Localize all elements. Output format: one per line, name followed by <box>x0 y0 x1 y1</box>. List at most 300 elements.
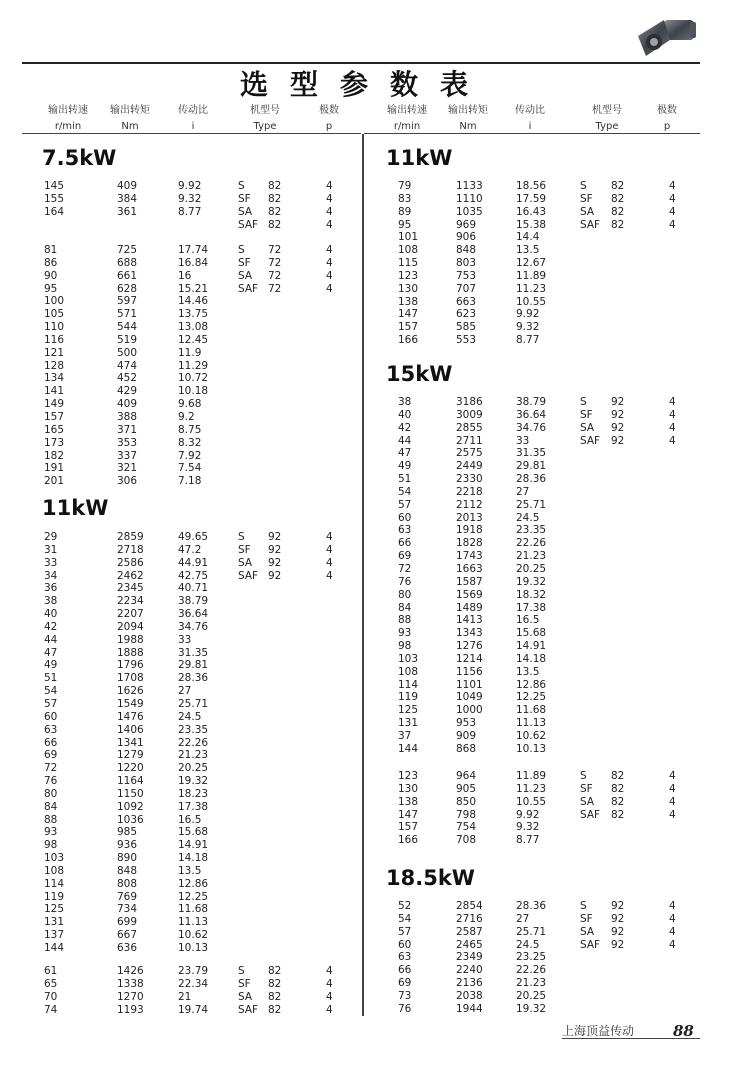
speed-cell: 57 <box>398 498 412 511</box>
ratio-cell: 17.38 <box>516 601 547 614</box>
poles-cell: 4 <box>669 218 676 231</box>
table-row <box>0 447 730 460</box>
torque-cell: 663 <box>456 295 477 308</box>
ratio-cell: 40.71 <box>178 582 209 595</box>
poles-cell: 4 <box>669 925 676 938</box>
type-cell: SAF <box>238 569 259 582</box>
ratio-cell: 22.34 <box>178 977 209 990</box>
torque-cell: 2718 <box>117 543 144 556</box>
ratio-cell: 16.5 <box>516 614 540 627</box>
torque-cell: 2094 <box>117 620 144 633</box>
torque-cell: 429 <box>117 385 138 398</box>
speed-cell: 34 <box>44 569 58 582</box>
speed-cell: 157 <box>44 410 65 423</box>
table-row <box>0 627 730 640</box>
torque-cell: 628 <box>117 282 138 295</box>
size-cell: 82 <box>268 990 282 1003</box>
table-row <box>0 486 730 499</box>
table-row <box>0 422 730 435</box>
torque-cell: 371 <box>117 423 138 436</box>
table-row <box>0 435 730 448</box>
torque-cell: 2218 <box>456 485 483 498</box>
torque-cell: 636 <box>117 942 138 954</box>
ratio-cell: 34.76 <box>178 620 209 633</box>
ratio-cell: 22.26 <box>516 537 547 550</box>
torque-cell: 3186 <box>456 396 483 408</box>
ratio-cell: 31.35 <box>516 447 547 460</box>
speed-cell: 81 <box>44 244 58 256</box>
type-cell: S <box>580 396 587 408</box>
speed-cell: 101 <box>398 231 419 244</box>
poles-cell: 4 <box>326 1003 333 1016</box>
speed-cell: 80 <box>44 787 58 800</box>
header-unit: Nm <box>459 121 477 132</box>
table-row <box>0 334 730 347</box>
speed-cell: 76 <box>44 775 58 788</box>
ratio-cell: 29.81 <box>178 659 209 672</box>
speed-cell: 103 <box>44 852 65 865</box>
poles-cell: 4 <box>669 900 676 912</box>
header-unit: Nm <box>121 121 139 132</box>
type-cell: SAF <box>580 808 601 821</box>
torque-cell: 909 <box>456 729 477 742</box>
torque-cell: 1426 <box>117 965 144 977</box>
ratio-cell: 34.76 <box>516 421 547 434</box>
ratio-cell: 13.5 <box>178 864 202 877</box>
header-ratio-right <box>500 103 560 135</box>
speed-cell: 29 <box>44 531 58 543</box>
type-cell: SA <box>238 556 253 569</box>
power-section-title: 15kW <box>386 362 453 386</box>
ratio-cell: 8.32 <box>178 436 202 449</box>
speed-cell: 191 <box>44 462 65 475</box>
ratio-cell: 12.86 <box>178 877 209 890</box>
torque-cell: 2587 <box>456 925 483 938</box>
ratio-cell: 10.55 <box>516 295 547 308</box>
ratio-cell: 13.5 <box>516 665 540 678</box>
ratio-cell: 11.13 <box>178 916 209 929</box>
header-label: 输出转矩 <box>110 105 150 116</box>
size-cell: 92 <box>611 396 625 408</box>
speed-cell: 72 <box>44 762 58 775</box>
speed-cell: 54 <box>44 685 58 698</box>
torque-cell: 2345 <box>117 582 144 595</box>
size-cell: 82 <box>611 205 625 218</box>
table-row <box>0 308 730 321</box>
ratio-cell: 10.13 <box>178 942 209 954</box>
torque-cell: 734 <box>117 903 138 916</box>
table-row <box>0 852 730 865</box>
ratio-cell: 8.75 <box>178 423 202 436</box>
speed-cell: 128 <box>44 359 65 372</box>
type-cell: SAF <box>238 282 259 295</box>
ratio-cell: 13.75 <box>178 308 209 321</box>
torque-cell: 2716 <box>456 912 483 925</box>
size-cell: 92 <box>611 434 625 447</box>
header-speed-right <box>377 103 437 135</box>
table-row <box>0 770 730 783</box>
speed-cell: 130 <box>398 782 419 795</box>
table-row <box>0 679 730 692</box>
speed-cell: 149 <box>44 398 65 411</box>
power-section-title: 11kW <box>386 146 453 170</box>
speed-cell: 166 <box>398 834 419 847</box>
speed-cell: 123 <box>398 269 419 282</box>
speed-cell: 69 <box>398 550 412 563</box>
ratio-cell: 15.21 <box>178 282 209 295</box>
type-cell: S <box>238 965 245 977</box>
speed-cell: 144 <box>44 942 65 954</box>
gear-motor-logo-icon <box>634 12 700 60</box>
torque-cell: 964 <box>456 770 477 782</box>
ratio-cell: 21.23 <box>516 977 547 990</box>
table-row <box>0 796 730 809</box>
speed-cell: 131 <box>44 916 65 929</box>
poles-cell: 4 <box>669 180 676 192</box>
torque-cell: 544 <box>117 321 138 334</box>
speed-cell: 116 <box>44 333 65 346</box>
ratio-cell: 16.43 <box>516 205 547 218</box>
size-cell: 72 <box>268 269 282 282</box>
page-number: 88 <box>673 1022 694 1040</box>
table-row <box>0 296 730 309</box>
speed-cell: 165 <box>44 423 65 436</box>
speed-cell: 57 <box>398 925 412 938</box>
type-cell: SAF <box>580 434 601 447</box>
table-row <box>0 783 730 796</box>
type-cell: S <box>580 180 587 192</box>
size-cell: 82 <box>611 180 625 192</box>
speed-cell: 98 <box>398 640 412 653</box>
ratio-cell: 16 <box>178 269 192 282</box>
speed-cell: 121 <box>44 346 65 359</box>
poles-cell: 4 <box>669 192 676 205</box>
size-cell: 92 <box>611 900 625 912</box>
speed-cell: 88 <box>398 614 412 627</box>
torque-cell: 2465 <box>456 938 483 951</box>
size-cell: 72 <box>268 256 282 269</box>
speed-cell: 131 <box>398 717 419 730</box>
ratio-cell: 23.35 <box>516 524 547 537</box>
torque-cell: 708 <box>456 834 477 847</box>
torque-cell: 969 <box>456 218 477 231</box>
size-cell: 92 <box>268 556 282 569</box>
table-row <box>0 666 730 679</box>
ratio-cell: 28.36 <box>178 672 209 685</box>
torque-cell: 571 <box>117 308 138 321</box>
torque-cell: 769 <box>117 890 138 903</box>
torque-cell: 1101 <box>456 678 483 691</box>
poles-cell: 4 <box>326 269 333 282</box>
ratio-cell: 12.86 <box>516 678 547 691</box>
ratio-cell: 11.68 <box>516 704 547 717</box>
ratio-cell: 25.71 <box>516 498 547 511</box>
ratio-cell: 7.18 <box>178 475 202 488</box>
ratio-cell: 27 <box>516 912 530 925</box>
torque-cell: 808 <box>117 877 138 890</box>
torque-cell: 597 <box>117 295 138 308</box>
ratio-cell: 18.56 <box>516 180 547 192</box>
poles-cell: 4 <box>326 531 333 543</box>
type-cell: SA <box>238 990 253 1003</box>
speed-cell: 119 <box>398 691 419 704</box>
type-cell: S <box>580 900 587 912</box>
type-cell: SF <box>580 192 593 205</box>
size-cell: 82 <box>611 218 625 231</box>
ratio-cell: 8.77 <box>178 205 202 218</box>
poles-cell: 4 <box>326 244 333 256</box>
table-row <box>0 180 730 193</box>
ratio-cell: 8.77 <box>516 834 540 847</box>
speed-cell: 110 <box>44 321 65 334</box>
ratio-cell: 18.23 <box>178 787 209 800</box>
poles-cell: 4 <box>326 556 333 569</box>
ratio-cell: 36.64 <box>178 608 209 621</box>
ratio-cell: 15.38 <box>516 218 547 231</box>
speed-cell: 51 <box>398 473 412 486</box>
torque-cell: 1035 <box>456 205 483 218</box>
torque-cell: 848 <box>117 864 138 877</box>
speed-cell: 157 <box>398 821 419 834</box>
size-cell: 82 <box>268 218 282 231</box>
size-cell: 92 <box>611 912 625 925</box>
torque-cell: 1220 <box>117 762 144 775</box>
table-row <box>0 409 730 422</box>
ratio-cell: 9.92 <box>516 308 540 321</box>
torque-cell: 1214 <box>456 652 483 665</box>
speed-cell: 114 <box>398 678 419 691</box>
type-cell: SF <box>580 782 593 795</box>
size-cell: 72 <box>268 282 282 295</box>
ratio-cell: 36.64 <box>516 408 547 421</box>
torque-cell: 667 <box>117 929 138 942</box>
type-cell: SAF <box>580 938 601 951</box>
ratio-cell: 24.5 <box>178 710 202 723</box>
ratio-cell: 9.68 <box>178 398 202 411</box>
header-type-left <box>235 103 295 135</box>
table-row <box>0 1003 730 1016</box>
speed-cell: 31 <box>44 543 58 556</box>
ratio-cell: 19.32 <box>516 1002 547 1015</box>
torque-cell: 1663 <box>456 562 483 575</box>
torque-cell: 2349 <box>456 951 483 964</box>
poles-cell: 4 <box>326 990 333 1003</box>
torque-cell: 1092 <box>117 800 144 813</box>
torque-cell: 1343 <box>456 627 483 640</box>
header-torque-left <box>100 103 160 135</box>
poles-cell: 4 <box>669 434 676 447</box>
ratio-cell: 10.55 <box>516 795 547 808</box>
speed-cell: 125 <box>44 903 65 916</box>
ratio-cell: 33 <box>178 633 192 646</box>
ratio-cell: 23.25 <box>516 951 547 964</box>
ratio-cell: 47.2 <box>178 543 202 556</box>
size-cell: 82 <box>268 180 282 192</box>
poles-cell: 4 <box>669 421 676 434</box>
torque-cell: 1276 <box>456 640 483 653</box>
header-unit: r/min <box>54 121 82 132</box>
torque-cell: 1338 <box>117 977 144 990</box>
speed-cell: 84 <box>44 800 58 813</box>
ratio-cell: 7.54 <box>178 462 202 475</box>
torque-cell: 1406 <box>117 723 144 736</box>
torque-cell: 500 <box>117 346 138 359</box>
table-row <box>0 537 730 550</box>
power-section-title: 18.5kW <box>386 866 475 890</box>
speed-cell: 125 <box>398 704 419 717</box>
poles-cell: 4 <box>326 977 333 990</box>
ratio-cell: 14.18 <box>516 652 547 665</box>
size-cell: 92 <box>268 543 282 556</box>
table-row <box>0 878 730 891</box>
ratio-cell: 9.32 <box>516 821 540 834</box>
speed-cell: 51 <box>44 672 58 685</box>
type-cell: SA <box>238 205 253 218</box>
speed-cell: 137 <box>44 929 65 942</box>
ratio-cell: 44.91 <box>178 556 209 569</box>
poles-cell: 4 <box>326 256 333 269</box>
table-row <box>0 321 730 334</box>
torque-cell: 337 <box>117 449 138 462</box>
size-cell: 92 <box>268 531 282 543</box>
poles-cell: 4 <box>669 782 676 795</box>
ratio-cell: 49.65 <box>178 531 209 543</box>
size-cell: 92 <box>611 421 625 434</box>
header-label: 机型号 <box>592 105 622 116</box>
torque-cell: 688 <box>117 256 138 269</box>
table-row <box>0 499 730 512</box>
size-cell: 82 <box>268 977 282 990</box>
header-unit: p <box>663 121 671 132</box>
header-speed-left <box>38 103 98 135</box>
speed-cell: 72 <box>398 562 412 575</box>
type-cell: SAF <box>580 218 601 231</box>
ratio-cell: 19.74 <box>178 1003 209 1016</box>
torque-cell: 2207 <box>117 608 144 621</box>
size-cell: 82 <box>611 782 625 795</box>
torque-cell: 2240 <box>456 964 483 977</box>
ratio-cell: 12.25 <box>178 890 209 903</box>
torque-cell: 2575 <box>456 447 483 460</box>
torque-cell: 1944 <box>456 1002 483 1015</box>
ratio-cell: 42.75 <box>178 569 209 582</box>
table-row <box>0 990 730 1003</box>
table-row <box>0 473 730 486</box>
speed-cell: 74 <box>44 1003 58 1016</box>
torque-cell: 553 <box>456 334 477 347</box>
speed-cell: 98 <box>44 839 58 852</box>
torque-cell: 1150 <box>117 787 144 800</box>
poles-cell: 4 <box>326 282 333 295</box>
speed-cell: 49 <box>398 460 412 473</box>
table-row <box>0 589 730 602</box>
ratio-cell: 9.92 <box>178 180 202 192</box>
poles-cell: 4 <box>669 808 676 821</box>
type-cell: S <box>238 180 245 192</box>
ratio-cell: 10.72 <box>178 372 209 385</box>
speed-cell: 182 <box>44 449 65 462</box>
ratio-cell: 10.18 <box>178 385 209 398</box>
speed-cell: 70 <box>44 990 58 1003</box>
ratio-cell: 31.35 <box>178 646 209 659</box>
torque-cell: 1036 <box>117 813 144 826</box>
torque-cell: 2711 <box>456 434 483 447</box>
torque-cell: 2586 <box>117 556 144 569</box>
type-cell: SA <box>580 421 595 434</box>
table-row <box>0 360 730 373</box>
ratio-cell: 10.62 <box>516 729 547 742</box>
torque-cell: 2234 <box>117 595 144 608</box>
torque-cell: 2136 <box>456 977 483 990</box>
speed-cell: 95 <box>398 218 412 231</box>
ratio-cell: 19.32 <box>178 775 209 788</box>
ratio-cell: 9.32 <box>178 192 202 205</box>
ratio-cell: 38.79 <box>516 396 547 408</box>
size-cell: 82 <box>268 205 282 218</box>
torque-cell: 2449 <box>456 460 483 473</box>
speed-cell: 100 <box>44 295 65 308</box>
torque-cell: 1569 <box>456 588 483 601</box>
table-row <box>0 563 730 576</box>
header-unit: i <box>528 121 532 132</box>
table-row <box>0 372 730 385</box>
type-cell: SA <box>238 269 253 282</box>
ratio-cell: 18.32 <box>516 588 547 601</box>
size-cell: 92 <box>611 408 625 421</box>
table-row <box>0 602 730 615</box>
torque-cell: 2859 <box>117 531 144 543</box>
torque-cell: 2013 <box>456 511 483 524</box>
speed-cell: 66 <box>398 964 412 977</box>
table-row <box>0 865 730 878</box>
poles-cell: 4 <box>669 205 676 218</box>
speed-cell: 44 <box>44 633 58 646</box>
table-row <box>0 691 730 704</box>
table-row <box>0 913 730 926</box>
torque-cell: 661 <box>117 269 138 282</box>
speed-cell: 79 <box>398 180 412 192</box>
speed-cell: 147 <box>398 308 419 321</box>
ratio-cell: 13.5 <box>516 244 540 257</box>
header-ratio-left <box>163 103 223 135</box>
header-unit: i <box>191 121 195 132</box>
ratio-cell: 12.25 <box>516 691 547 704</box>
poles-cell: 4 <box>326 965 333 977</box>
ratio-cell: 11.89 <box>516 269 547 282</box>
speed-cell: 108 <box>398 244 419 257</box>
table-row <box>0 821 730 834</box>
torque-cell: 623 <box>456 308 477 321</box>
size-cell: 82 <box>611 795 625 808</box>
torque-cell: 1796 <box>117 659 144 672</box>
torque-cell: 803 <box>456 257 477 270</box>
ratio-cell: 9.2 <box>178 410 195 423</box>
speed-cell: 83 <box>398 192 412 205</box>
speed-cell: 63 <box>398 524 412 537</box>
ratio-cell: 20.25 <box>516 562 547 575</box>
poles-cell: 4 <box>326 569 333 582</box>
torque-cell: 890 <box>117 852 138 865</box>
torque-cell: 2855 <box>456 421 483 434</box>
speed-cell: 52 <box>398 900 412 912</box>
speed-cell: 47 <box>398 447 412 460</box>
speed-cell: 166 <box>398 334 419 347</box>
torque-cell: 361 <box>117 205 138 218</box>
table-row <box>0 717 730 730</box>
speed-cell: 40 <box>398 408 412 421</box>
torque-cell: 353 <box>117 436 138 449</box>
ratio-cell: 14.18 <box>178 852 209 865</box>
